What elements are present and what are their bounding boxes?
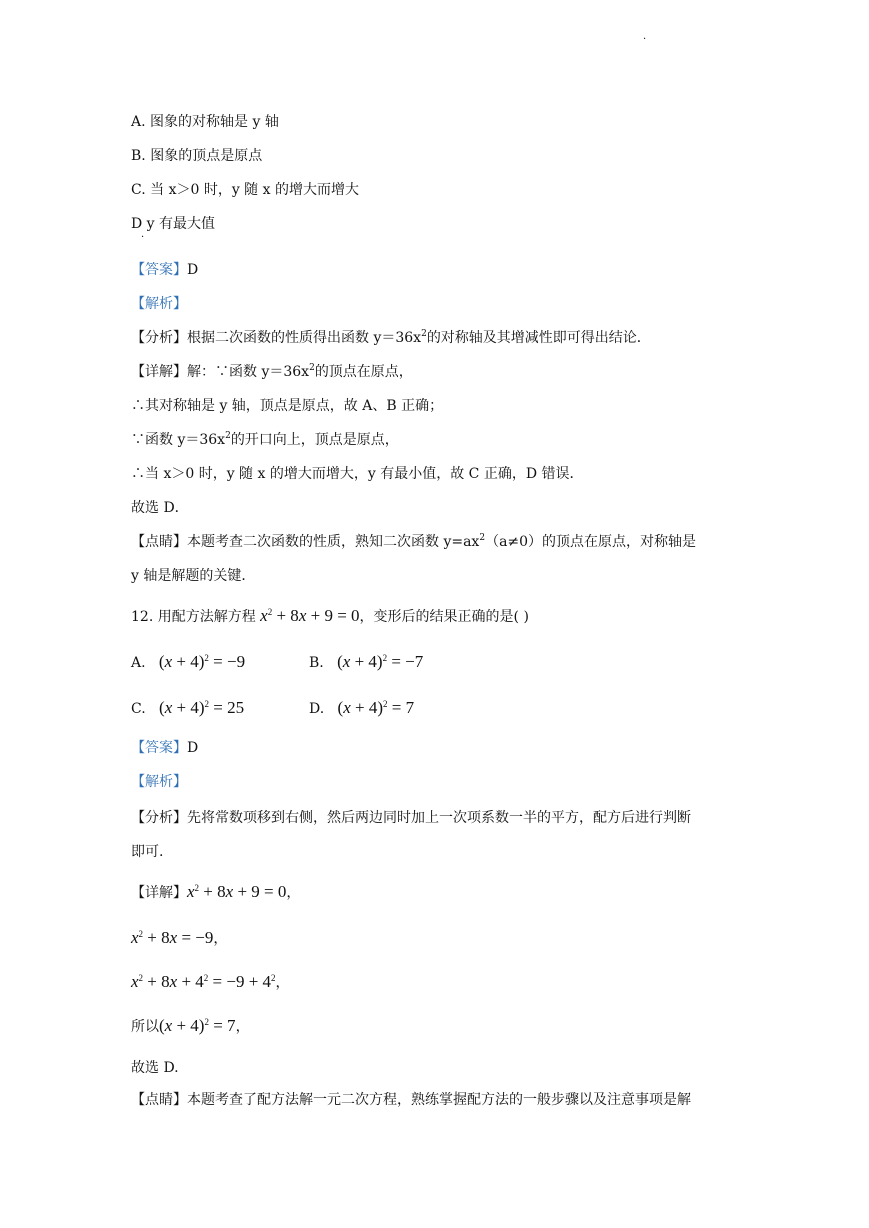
q12-analysis-tag: 【解析】 (131, 774, 187, 790)
page-mark: · (643, 34, 647, 45)
option-c: C. 当 x＞0 时，y 随 x 的增大而增大 (131, 182, 359, 198)
q12-step-3: $x^2 + 8x + 4^2 = -9 + 4^2$， (131, 972, 290, 991)
q12-step-4: 所以$(x + 4)^2 = 7$， (131, 1016, 250, 1035)
q12-fenxi-line-2: 即可. (131, 844, 164, 860)
choose-line: 故选 D． (131, 500, 189, 516)
q12-dianjing-line: 【点睛】本题考查了配方法解一元二次方程，熟练掌握配方法的一般步骤以及注意事项是解 (131, 1092, 691, 1108)
option-d-dot: · (141, 232, 145, 243)
q12-step-2: $x^2 + 8x = -9$， (131, 928, 228, 947)
option-d: D y 有最大值 (131, 216, 216, 232)
analysis-tag: 【解析】 (131, 296, 187, 312)
option-a: A. 图象的对称轴是 y 轴 (131, 114, 279, 130)
q12-options-row-1: A. $(x + 4)^2 = -9$ B. $(x + 4)^2 = -7$ (131, 652, 424, 671)
q12-options-row-2: C. $(x + 4)^2 = 25$ D. $(x + 4)^2 = 7$ (131, 698, 415, 717)
xiangjie-line-1: 【详解】解：∵函数 $y=36x^2$的顶点在原点， (131, 363, 413, 380)
fenxi-line: 【分析】根据二次函数的性质得出函数 $y=36x^2$的对称轴及其增减性即可得出结论． (131, 329, 651, 346)
xiangjie-line-3: ∵函数 $y=36x^2$的开口向上，顶点是原点， (131, 431, 399, 448)
q12-step-1: 【详解】$x^2 + 8x + 9 = 0$， (131, 882, 301, 901)
q12-stem: 12. 用配方法解方程 $x^2 + 8x + 9 = 0$，变形后的结果正确的是( ) (131, 606, 529, 625)
q12-answer-line: 【答案】D (131, 740, 199, 756)
answer-tag: 【答案】 (131, 262, 187, 278)
equation: $x^2 + 8x + 9 = 0$ (260, 606, 360, 625)
answer-line (131, 260, 198, 280)
option-b: B. 图象的顶点是原点 (131, 148, 263, 164)
dianjing-line-1: 【点睛】本题考查二次函数的性质，熟知二次函数 $y=ax^2(a\ne 0)$的顶点在原点，对称轴是 (131, 533, 697, 550)
xiangjie-line-4: ∴当 x＞0 时，y 随 x 的增大而增大，y 有最小值，故 C 正确，D 错误． (131, 466, 584, 482)
q12-fenxi-line-1: 【分析】先将常数项移到右侧，然后两边同时加上一次项系数一半的平方，配方后进行判断 (131, 810, 691, 826)
dianjing-line-2: y 轴是解题的关键． (131, 568, 256, 584)
answer-value: D (187, 262, 199, 278)
q12-choose-line: 故选 D. (131, 1060, 179, 1076)
xiangjie-line-2: ∴其对称轴是 y 轴，顶点是原点，故 A、B 正确； (131, 398, 444, 414)
